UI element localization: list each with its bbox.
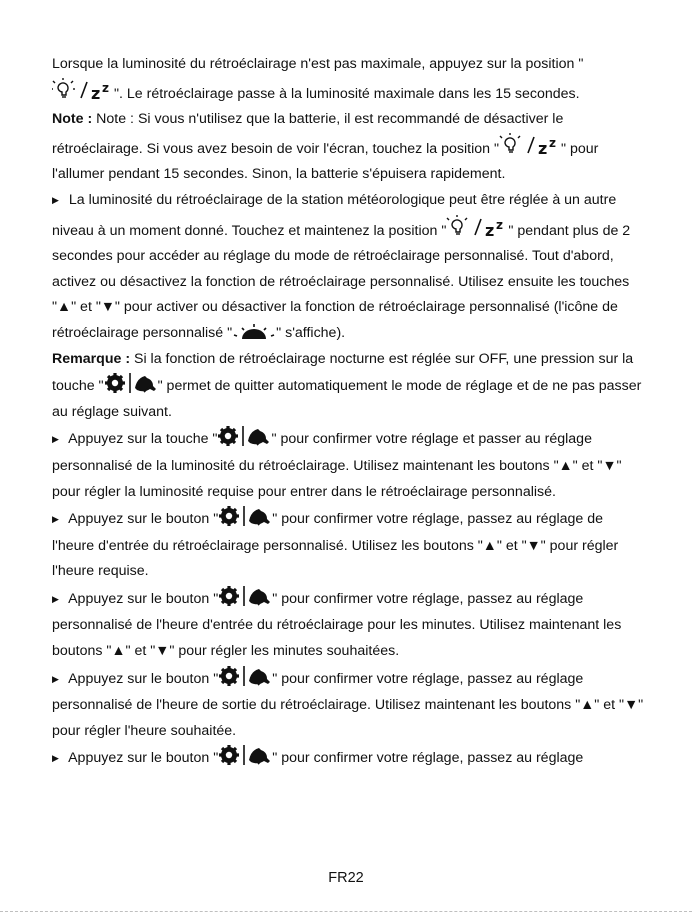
custom-backlight-icon [232,323,276,341]
note-label: Note : [52,111,93,128]
gear-alarm-icon [217,425,271,447]
paragraph-step-next [52,744,644,773]
text: " pour confirmer votre réglage, passez au réglage personnalisé de l'heure d'entrée du rétroéclairage pour les minutes. Utilisez maintenant les boutons "▲" et "▼" pour régler les minutes souhaitées. [52,590,622,660]
paragraph-max-brightness [52,52,644,107]
text: " pour confirmer votre réglage, passez au réglage [272,750,584,767]
text: Appuyez sur le bouton " [68,750,219,767]
text: Lorsque la luminosité du rétroéclairage n'est pas maximale, appuyez sur la position " [52,56,584,72]
svg-text:z: z [485,220,495,239]
paragraph-custom-backlight [52,188,644,347]
text: Appuyez sur le bouton " [68,511,219,528]
gear-alarm-icon [218,744,272,766]
paragraph-step-start-minutes [52,585,644,665]
gear-alarm-icon [218,665,272,687]
svg-text:z: z [496,217,504,232]
svg-text:z: z [102,80,109,95]
text: " pour confirmer votre réglage, passez au réglage personnalisé de l'heure de sortie du rétroéclairage. Utilisez maintenant les boutons "▲" et "▼" pour régler l'heure souhaitée. [52,670,644,739]
text: Si la fonction de rétroéclairage nocturne est réglée sur OFF, une pression sur la touche " [52,350,634,395]
text: ". Le rétroéclairage passe à la luminosité maximale dans les 15 secondes. [114,85,580,102]
gear-alarm-icon [104,372,158,394]
text: " pendant plus de 2 secondes pour accéder au réglage du mode de rétroéclairage personnalisé. Tout d'abord, activez ou désactivez la fonction de rétroéclairage personnalisé. Utilisez ensuite les touches "▲" et "▼" pour activer ou désactiver la fonction de rétroéclairage personnalisé (l'icône de rétroéclairage personnalisé " [52,222,631,341]
svg-text:z: z [538,138,548,157]
svg-text:z: z [91,83,101,102]
light-sleep-icon [446,215,508,239]
paragraph-note [52,107,644,188]
svg-text:z: z [549,135,556,150]
text: " pour confirmer votre réglage et passer au réglage personnalisé de la luminosité du rétroéclairage. Utilisez maintenant les boutons "▲" et "▼" pour régler la luminosité requise pour entrer dans le rétroéclairage personnalisé. [52,431,622,500]
text: Appuyez sur le bouton " [68,670,219,687]
text: " pour l'allumer pendant 15 secondes. Sinon, la batterie s'épuisera rapidement. [52,140,599,183]
remark-label: Remarque : [52,350,131,367]
light-sleep-icon [499,133,561,157]
text: Appuyez sur le bouton " [68,590,219,607]
page-number: FR22 [328,870,364,886]
paragraph-remark [52,347,644,426]
gear-alarm-icon [218,585,272,607]
paragraph-step-brightness [52,425,644,505]
page-bottom-divider [0,911,692,912]
light-sleep-icon [52,78,114,102]
paragraph-step-start-hour [52,505,644,585]
text: Note : Si vous n'utilisez que la batterie, il est recommandé de désactiver le rétroéclairage. Si vous avez besoin de voir l'écran, touchez la position " [52,111,564,157]
paragraph-step-exit-hour [52,665,644,745]
document-body [52,52,644,773]
gear-alarm-icon [218,505,272,527]
text: Appuyez sur la touche " [68,431,218,448]
text: La luminosité du rétroéclairage de la station météorologique peut être réglée à un autre niveau à un moment donné. Touchez et maintenez la position " [52,191,617,239]
text: " permet de quitter automatiquement le mode de réglage et de ne pas passer au réglage suivant. [52,378,642,420]
text: " pour confirmer votre réglage, passez au réglage de l'heure d'entrée du rétroéclairage personnalisé. Utilisez les boutons "▲" et "▼" pour régler l'heure requise. [52,511,619,580]
text: " s'affiche). [276,324,346,341]
